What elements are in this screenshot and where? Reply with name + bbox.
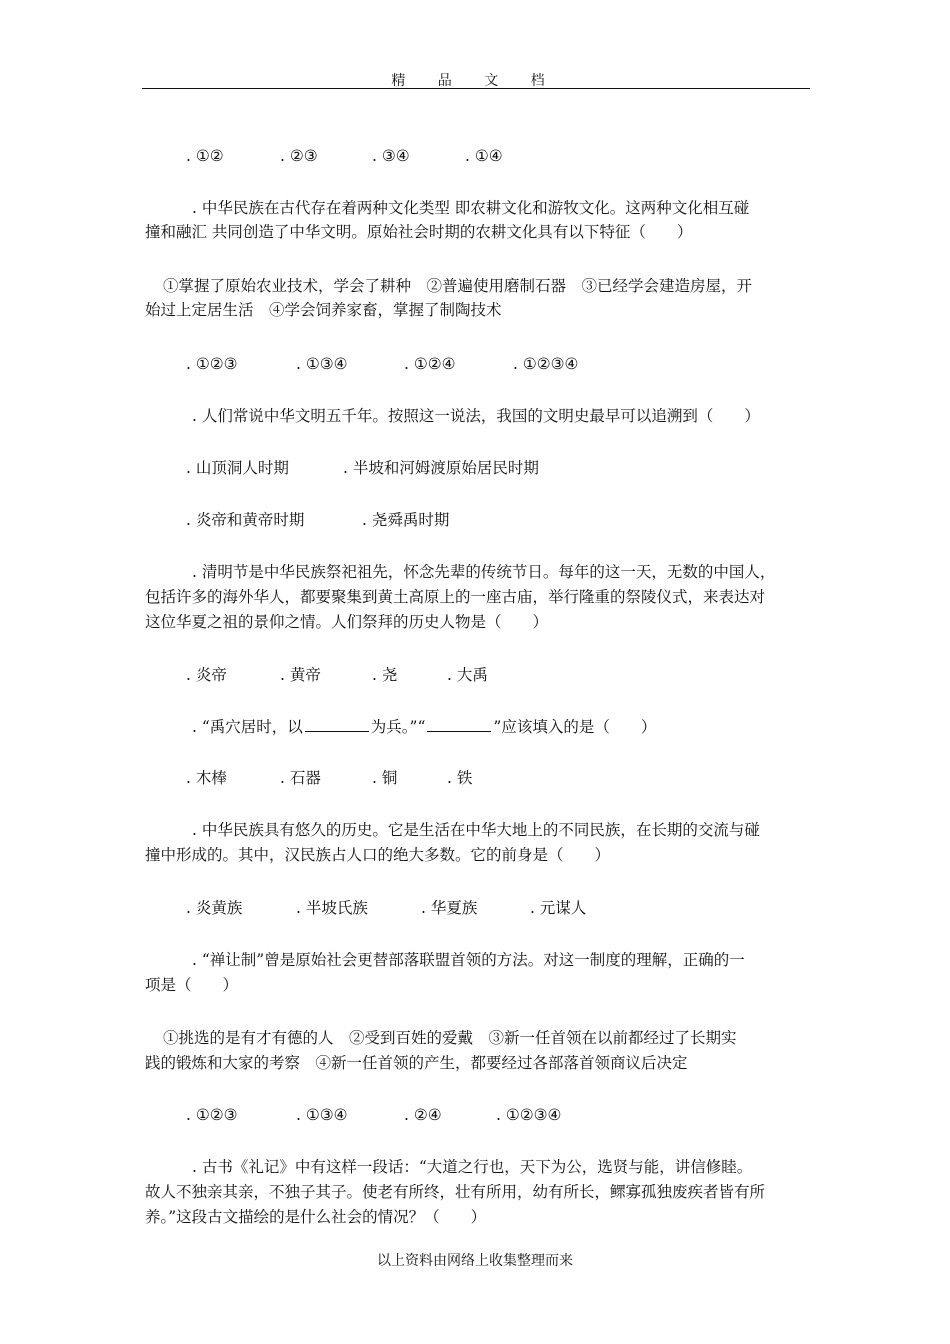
q1-stem-line1: . 中华民族在古代存在着两种文化类型 即农耕文化和游牧文化。这两种文化相互碰 bbox=[192, 199, 750, 217]
q6-option-d: . ①②③④ bbox=[496, 1106, 562, 1124]
q0-option-a: . ①② bbox=[186, 147, 224, 165]
q4-stem-part3: ”应该填入的是（ ） bbox=[493, 718, 657, 736]
q7-stem-line3: 养。”这段古文描绘的是什么社会的情况？（ ） bbox=[145, 1208, 487, 1226]
q0-option-b: . ②③ bbox=[280, 147, 318, 165]
q1-items-line2: 始过上定居生活 ④学会饲养家畜，掌握了制陶技术 bbox=[145, 301, 502, 319]
q1-option-a: . ①②③ bbox=[186, 355, 238, 373]
q5-option-a: . 炎黄族 bbox=[186, 899, 243, 917]
q6-option-b: . ①③④ bbox=[296, 1106, 348, 1124]
q4-stem-part2: 为兵。”“ bbox=[370, 718, 426, 736]
q4-option-c: . 铜 bbox=[372, 769, 398, 787]
q0-option-c: . ③④ bbox=[372, 147, 410, 165]
q4-option-b: . 石器 bbox=[280, 769, 321, 787]
q3-option-d: . 大禹 bbox=[447, 666, 488, 684]
q2-option-a: . 山顶洞人时期 bbox=[186, 459, 289, 477]
q2-stem-line1: . 人们常说中华文明五千年。按照这一说法，我国的文明史最早可以追溯到（ ） bbox=[192, 407, 760, 425]
page-footer: 以上资料由网络上收集整理而来 bbox=[377, 1253, 573, 1269]
q1-stem-line2: 撞和融汇 共同创造了中华文明。原始社会时期的农耕文化具有以下特征（ ） bbox=[145, 223, 693, 241]
q5-option-d: . 元谋人 bbox=[530, 899, 587, 917]
q6-option-c: . ②④ bbox=[404, 1106, 442, 1124]
q6-items-line2: 践的锻炼和大家的考察 ④新一任首领的产生，都要经过各部落首领商议后决定 bbox=[145, 1054, 688, 1072]
q1-option-c: . ①②④ bbox=[404, 355, 456, 373]
page-header-title: 精 品 文 档 bbox=[391, 73, 559, 89]
q4-blank-1 bbox=[305, 717, 369, 732]
q5-option-b: . 半坡氏族 bbox=[296, 899, 368, 917]
q5-option-c: . 华夏族 bbox=[421, 899, 478, 917]
q6-stem-line1: . “禅让制”曾是原始社会更替部落联盟首领的方法。对这一制度的理解，正确的一 bbox=[192, 951, 745, 969]
q2-option-c: . 炎帝和黄帝时期 bbox=[186, 511, 305, 529]
q2-option-b: . 半坡和河姆渡原始居民时期 bbox=[343, 459, 539, 477]
q3-stem-line2: 包括许多的海外华人，都要聚集到黄土高原上的一座古庙，举行隆重的祭陵仪式，来表达对 bbox=[145, 588, 766, 606]
q4-blank-2 bbox=[427, 717, 491, 732]
q7-stem-line1: . 古书《礼记》中有这样一段话：“大道之行也，天下为公，选贤与能，讲信修睦。 bbox=[192, 1158, 753, 1176]
q1-option-b: . ①③④ bbox=[296, 355, 348, 373]
q1-items-line1: ①掌握了原始农业技术，学会了耕种 ②普遍使用磨制石器 ③已经学会建造房屋，开 bbox=[163, 277, 753, 295]
q1-option-d: . ①②③④ bbox=[513, 355, 579, 373]
q5-stem-line2: 撞中形成的。其中，汉民族占人口的绝大多数。它的前身是（ ） bbox=[145, 846, 611, 864]
header-divider bbox=[142, 88, 810, 89]
q6-stem-line2: 项是（ ） bbox=[145, 976, 239, 994]
q5-stem-line1: . 中华民族具有悠久的历史。它是生活在中华大地上的不同民族，在长期的交流与碰 bbox=[192, 821, 760, 839]
q3-stem-line3: 这位华夏之祖的景仰之情。人们祭拜的历史人物是（ ） bbox=[145, 613, 549, 631]
q4-option-a: . 木棒 bbox=[186, 769, 227, 787]
q6-option-a: . ①②③ bbox=[186, 1106, 238, 1124]
q3-stem-line1: . 清明节是中华民族祭祀祖先，怀念先辈的传统节日。每年的这一天，无数的中国人， bbox=[192, 563, 776, 581]
q6-items-line1: ①挑选的是有才有德的人 ②受到百姓的爱戴 ③新一任首领在以前都经过了长期实 bbox=[163, 1029, 737, 1047]
q3-option-a: . 炎帝 bbox=[186, 666, 227, 684]
q3-option-c: . 尧 bbox=[372, 666, 398, 684]
q4-stem-part1: . “禹穴居时，以 bbox=[192, 718, 303, 736]
q4-option-d: . 铁 bbox=[447, 769, 473, 787]
q0-option-d: . ①④ bbox=[465, 147, 503, 165]
q4-stem bbox=[192, 717, 656, 737]
q7-stem-line2: 故人不独亲其亲，不独子其子。使老有所终，壮有所用，幼有所长，鳏寡孤独废疾者皆有所 bbox=[145, 1183, 766, 1201]
q3-option-b: . 黄帝 bbox=[280, 666, 321, 684]
q2-option-d: . 尧舜禹时期 bbox=[362, 511, 450, 529]
